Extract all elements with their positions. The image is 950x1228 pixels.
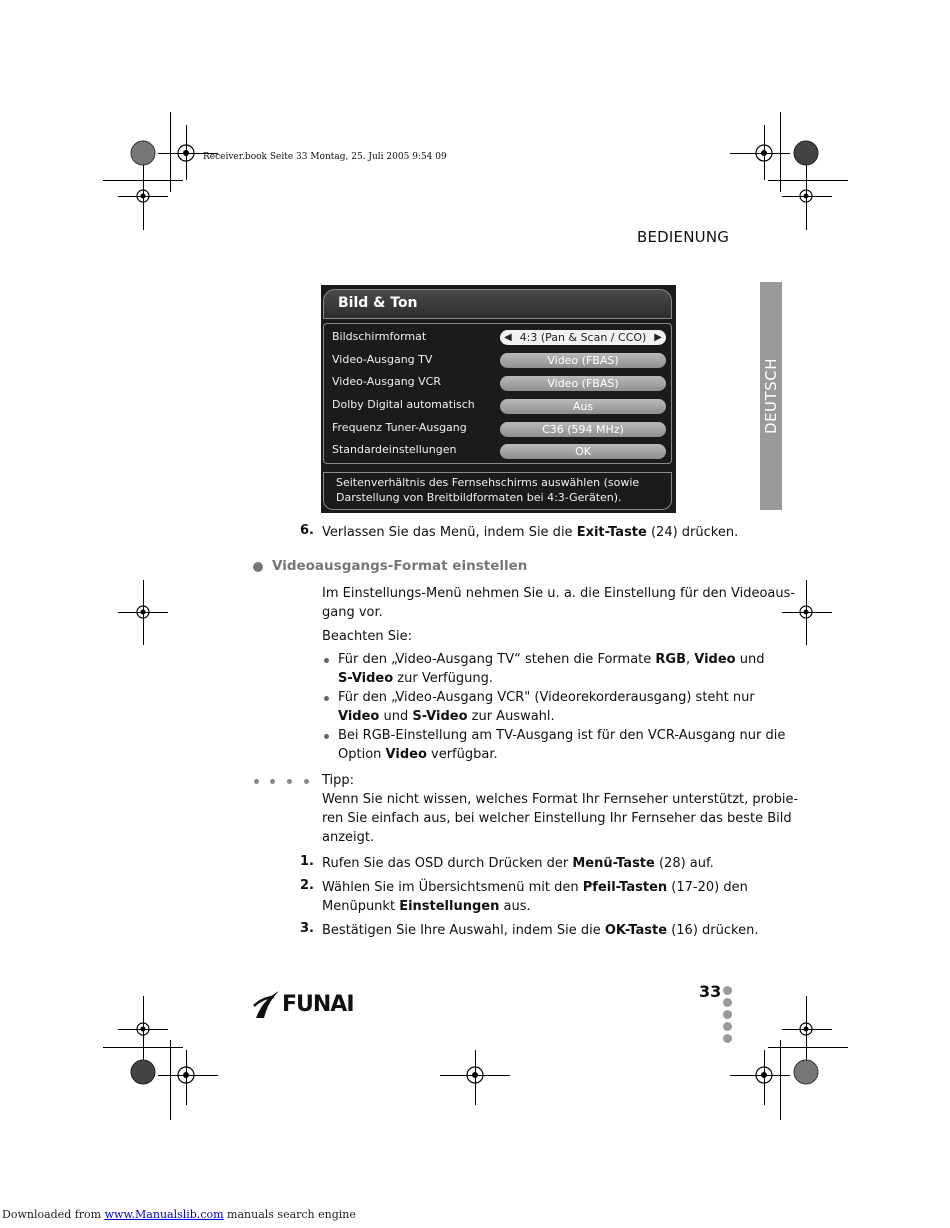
step-text: Rufen Sie das OSD durch Drücken der Menü-Taste (28) auf. [322, 856, 714, 871]
osd-row-value: C36 (594 MHz) [500, 422, 666, 437]
page-number: 33 [699, 982, 722, 1001]
osd-row-label: Bildschirmformat [332, 330, 427, 343]
download-footer: Downloaded from www.Manualslib.com manuals search engine [2, 1208, 356, 1221]
book-meta: Receiver.book Seite 33 Montag, 25. Juli 2005 9:54 09 [203, 152, 447, 162]
list-bullet [324, 658, 329, 663]
tip-label: Tipp: [322, 773, 355, 788]
brand-name: FUNAI [282, 992, 354, 1017]
osd-row-value: Aus [500, 399, 666, 414]
funai-swoosh-icon [252, 988, 282, 1020]
step-text: Bestätigen Sie Ihre Auswahl, indem Sie die OK-Taste (16) drücken. [322, 923, 759, 938]
step-number: 2. [300, 878, 314, 893]
list-item: Bei RGB-Einstellung am TV-Ausgang ist für den VCR-Ausgang nur die [338, 728, 786, 743]
tip-line: ren Sie einfach aus, bei welcher Einstellung Ihr Fernseher das beste Bild [322, 811, 792, 826]
step-text-cont: Menüpunkt Einstellungen aus. [322, 899, 531, 914]
osd-row-label: Video-Ausgang TV [332, 353, 433, 366]
heading-bullet [253, 562, 263, 572]
osd-value-text: 4:3 (Pan & Scan / CCO) [519, 331, 647, 344]
osd-title: Bild & Ton [338, 295, 418, 311]
tip-line: anzeigt. [322, 830, 375, 845]
intro-line: gang vor. [322, 605, 383, 620]
osd-row-value: Video (FBAS) [500, 353, 666, 368]
osd-screenshot [321, 285, 676, 513]
list-bullet [324, 734, 329, 739]
osd-help-box [323, 472, 672, 510]
osd-row-label: Standardeinstellungen [332, 443, 457, 456]
step-text: Verlassen Sie das Menü, indem Sie die Exit-Taste (24) drücken. [322, 525, 739, 540]
osd-menu-list [323, 323, 672, 464]
osd-row-label: Dolby Digital automatisch [332, 398, 475, 411]
step-number: 1. [300, 854, 314, 869]
list-item-cont: Option Video verfügbar. [338, 747, 498, 762]
arrow-left-icon: ◀ [504, 332, 512, 343]
list-bullet [324, 696, 329, 701]
list-item-cont: S-Video zur Verfügung. [338, 671, 493, 686]
osd-row-label: Video-Ausgang VCR [332, 375, 442, 388]
arrow-right-icon: ▶ [654, 332, 662, 343]
intro-line: Im Einstellungs-Menü nehmen Sie u. a. die Einstellung für den Videoaus- [322, 586, 796, 601]
step-number: 3. [300, 921, 314, 936]
osd-row-value: Video (FBAS) [500, 376, 666, 391]
osd-row-label: Frequenz Tuner-Ausgang [332, 421, 467, 434]
osd-help-line: Seitenverhältnis des Fernsehschirms auswählen (sowie [336, 476, 640, 489]
osd-row-value-selected [500, 330, 666, 345]
language-tab-label: DEUTSCH [762, 358, 780, 434]
list-item: Für den „Video-Ausgang TV“ stehen die Formate RGB, Video und [338, 652, 765, 667]
funai-logo [252, 988, 362, 1022]
step-text: Wählen Sie im Übersichtsmenü mit den Pfeil-Tasten (17-20) den [322, 880, 748, 895]
section-title: BEDIENUNG [637, 228, 730, 246]
osd-title-bar [323, 289, 672, 319]
osd-row-value: OK [500, 444, 666, 459]
step-number: 6. [300, 523, 314, 538]
subheading: Videoausgangs-Format einstellen [272, 558, 528, 574]
language-tab [760, 282, 782, 510]
osd-help-line: Darstellung von Breitbildformaten bei 4:3-Geräten). [336, 491, 622, 504]
list-item-cont: Video und S-Video zur Auswahl. [338, 709, 555, 724]
tip-line: Wenn Sie nicht wissen, welches Format Ihr Fernseher unterstützt, probie- [322, 792, 799, 807]
note-label: Beachten Sie: [322, 629, 412, 644]
manualslib-link[interactable]: www.Manualslib.com [104, 1208, 224, 1221]
list-item: Für den „Video-Ausgang VCR" (Videorekorderausgang) steht nur [338, 690, 755, 705]
